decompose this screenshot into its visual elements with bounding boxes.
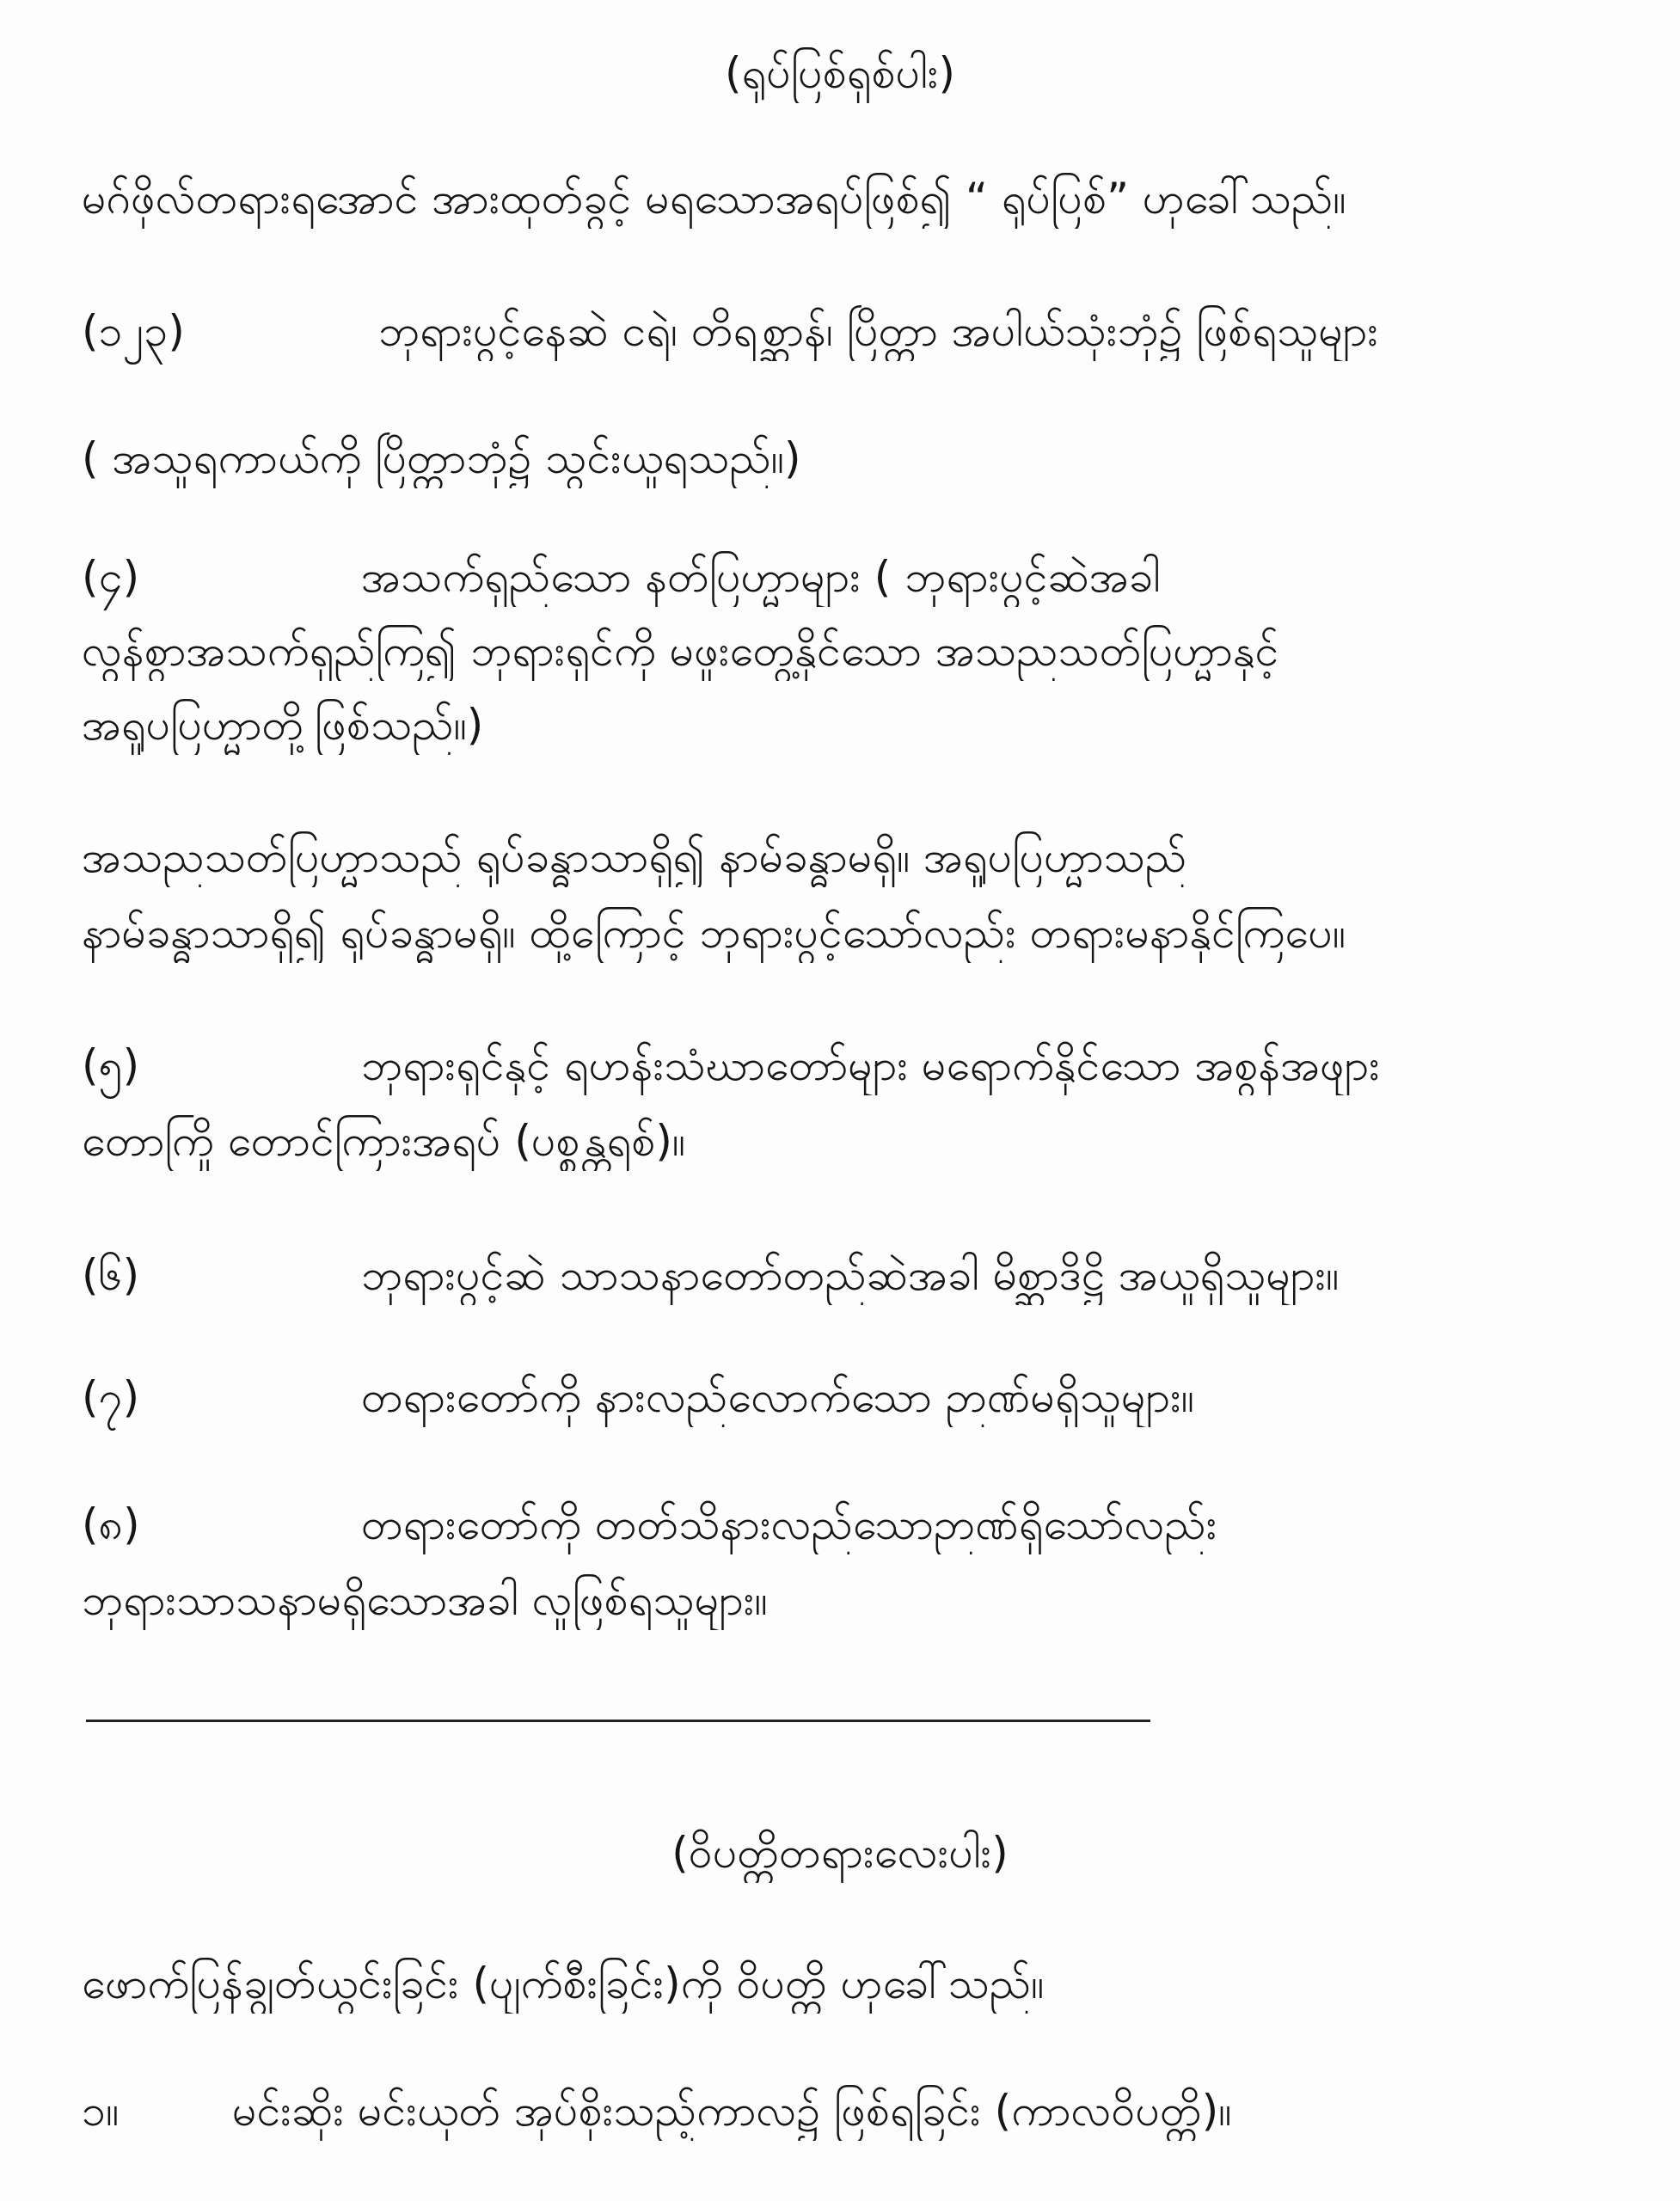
section-heading: (ဝိပတ္တိတရားလေးပါး) (671, 1828, 1009, 1878)
item-text: ဘုရားပွင့်ဆဲ သာသနာတော်တည်ဆဲအခါ မိစ္ဆာဒိဋ္ဌိ အယူရှိသူများ။ (361, 1250, 1340, 1300)
item-text: အသက်ရှည်သော နတ်ပြဟ္မာများ ( ဘုရားပွင့်ဆဲအခါ (361, 552, 1161, 602)
item-text: အရူပပြဟ္မာတို့ဖြစ်သည်။) (82, 700, 484, 750)
item-number: ၁။ (82, 2086, 120, 2136)
item-text: တရားတော်ကို တတ်သိနားလည်သောဉာဏ်ရှိသော်လည်း (361, 1499, 1217, 1549)
intro-paragraph: မဂ်ဖိုလ်တရားရအောင် အားထုတ်ခွင့် မရသောအရပ်ဖြစ်၍ “ ရုပ်ပြစ်” ဟုခေါ်သည်။ (82, 174, 1346, 224)
intro-paragraph: ဖောက်ပြန်ချွတ်ယွင်းခြင်း (ပျက်စီးခြင်း)ကို ဝိပတ္တိ ဟုခေါ်သည်။ (82, 1959, 1045, 2008)
section-heading: (ရုပ်ပြစ်ရှစ်ပါး) (725, 48, 955, 98)
item-number: (၇) (82, 1372, 140, 1422)
item-number: (၆) (82, 1250, 140, 1300)
item-number: (၁၂၃) (82, 306, 185, 356)
item-text: မင်းဆိုး မင်းယုတ် အုပ်စိုးသည့်ကာလ၌ ဖြစ်ရခြင်း (ကာလဝိပတ္တိ)။ (232, 2086, 1232, 2136)
item-text: တရားတော်ကို နားလည်လောက်သော ဉာဏ်မရှိသူများ။ (361, 1372, 1194, 1422)
item-number: (၈) (82, 1499, 140, 1549)
item-text: ဘုရားရှင်နှင့် ရဟန်းသံဃာတော်များ မရောက်နိုင်သော အစွန်အဖျား (361, 1040, 1380, 1090)
item-text: ဘုရားပွင့်နေဆဲ ငရဲ၊ တိရစ္ဆာန်၊ ပြိတ္တာ အပါယ်သုံးဘုံ၌ ဖြစ်ရသူများ (378, 306, 1379, 356)
item-note: ( အသူရကာယ်ကို ပြိတ္တာဘုံ၌ သွင်းယူရသည်။) (82, 433, 801, 483)
item-text: တောကြို တောင်ကြားအရပ် (ပစ္စန္တရစ်)။ (82, 1116, 686, 1166)
explanation-paragraph: နာမ်ခန္ဓာသာရှိ၍ ရုပ်ခန္ဓာမရှိ။ ထို့ကြောင့် ဘုရားပွင့်သော်လည်း တရားမနာနိုင်ကြပေ။ (82, 908, 1346, 958)
item-text: လွန်စွာအသက်ရှည်ကြ၍ ဘုရားရှင်ကို မဖူးတွေ့နိုင်သော အသညသတ်ပြဟ္မာနှင့် (82, 626, 1279, 676)
item-text: ဘုရားသာသနာမရှိသောအခါ လူဖြစ်ရသူများ။ (82, 1575, 768, 1625)
explanation-paragraph: အသညသတ်ပြဟ္မာသည် ရုပ်ခန္ဓာသာရှိ၍ နာမ်ခန္ဓာမရှိ။ အရူပပြဟ္မာသည် (82, 832, 1187, 882)
item-number: (၅) (82, 1040, 140, 1090)
section-divider (86, 1720, 1150, 1722)
item-number: (၄) (82, 552, 140, 602)
